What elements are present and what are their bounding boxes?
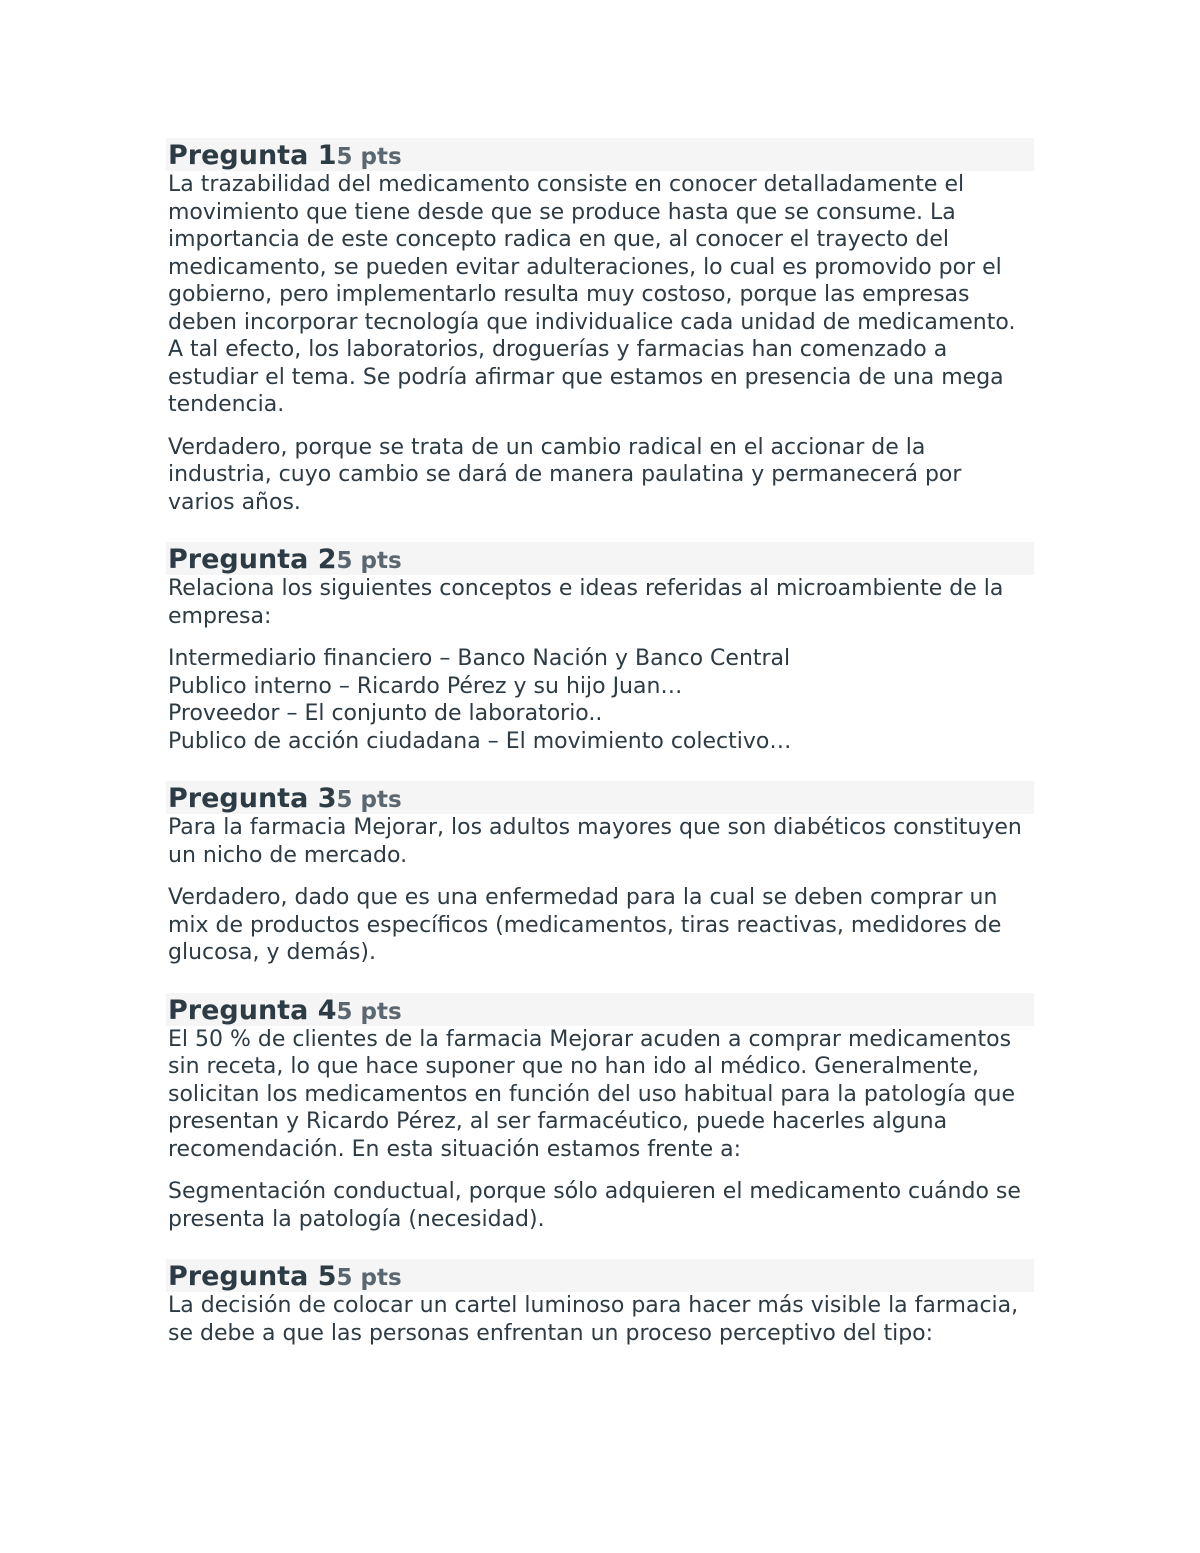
question-4 bbox=[166, 993, 1034, 1234]
question-text: La trazabilidad del medicamento consiste en conocer detalladamente el movimiento que tiene desde que se produce hasta que se consume. La importancia de este concepto radica en que, al conocer el trayecto del medicamento, se pueden evitar adulteraciones, lo cual es promovido por el gobierno, pero implementarlo resulta muy costoso, porque las empresas deben incorporar tecnología que individualice cada unidad de medicamento. A tal efecto, los laboratorios, droguerías y farmacias han comenzado a estudiar el tema. Se podría afirmar que estamos en presencia de una mega tendencia. bbox=[168, 172, 1016, 417]
question-text: La decisión de colocar un cartel luminoso para hacer más visible la farmacia, se debe a que las personas enfrentan un proceso perceptivo del tipo: bbox=[168, 1293, 1019, 1346]
question-3 bbox=[166, 781, 1034, 967]
question-points: 5 pts bbox=[336, 998, 402, 1025]
question-2 bbox=[166, 542, 1034, 755]
matching-pair: Publico de acción ciudadana – El movimiento colectivo… bbox=[168, 728, 792, 754]
question-points: 5 pts bbox=[336, 787, 402, 813]
question-answer: Verdadero, dado que es una enfermedad para la cual se deben comprar un mix de productos específicos (medicamentos, tiras reactivas, medidores de glucosa, y demás). bbox=[168, 885, 1002, 965]
question-title: Pregunta 4 bbox=[168, 994, 337, 1026]
question-5 bbox=[166, 1259, 1034, 1347]
question-header bbox=[166, 1259, 1034, 1292]
question-text: El 50 % de clientes de la farmacia Mejorar acuden a comprar medicamentos sin receta, lo que hace suponer que no han ido al médico. Generalmente, solicitan los medicamentos en función del uso habitual para la patología que presentan y Ricardo Pérez, al ser farmacéutico, puede hacerles alguna recomendación. En esta situación estamos frente a: bbox=[168, 1026, 1015, 1162]
question-points: 5 pts bbox=[336, 1265, 402, 1291]
question-text: Para la farmacia Mejorar, los adultos mayores que son diabéticos constituyen un nicho de mercado. bbox=[168, 815, 1022, 868]
question-header bbox=[166, 781, 1034, 814]
question-points: 5 pts bbox=[336, 548, 402, 574]
question-title: Pregunta 1 bbox=[168, 140, 337, 171]
quiz-content bbox=[166, 138, 1034, 1373]
matching-pair: Publico interno – Ricardo Pérez y su hijo Juan… bbox=[168, 673, 683, 699]
matching-pair: Intermediario financiero – Banco Nación y Banco Central bbox=[168, 646, 791, 671]
question-text: Relaciona los siguientes conceptos e ideas referidas al microambiente de la empresa: bbox=[168, 576, 1004, 629]
question-title: Pregunta 5 bbox=[168, 1261, 337, 1292]
matching-pair: Proveedor – El conjunto de laboratorio.. bbox=[168, 701, 603, 726]
question-answer: Verdadero, porque se trata de un cambio radical en el accionar de la industria, cuyo cambio se dará de manera paulatina y permanecerá por varios años. bbox=[168, 434, 962, 515]
question-header bbox=[166, 542, 1034, 575]
question-header bbox=[166, 993, 1034, 1026]
matching-pairs-list bbox=[166, 645, 1034, 755]
question-title: Pregunta 2 bbox=[168, 544, 337, 575]
question-1 bbox=[166, 138, 1034, 516]
question-answer: Segmentación conductual, porque sólo adquieren el medicamento cuándo se presenta la patología (necesidad). bbox=[168, 1179, 1021, 1232]
question-points: 5 pts bbox=[336, 144, 402, 170]
question-header bbox=[166, 138, 1034, 171]
question-title: Pregunta 3 bbox=[168, 783, 337, 814]
